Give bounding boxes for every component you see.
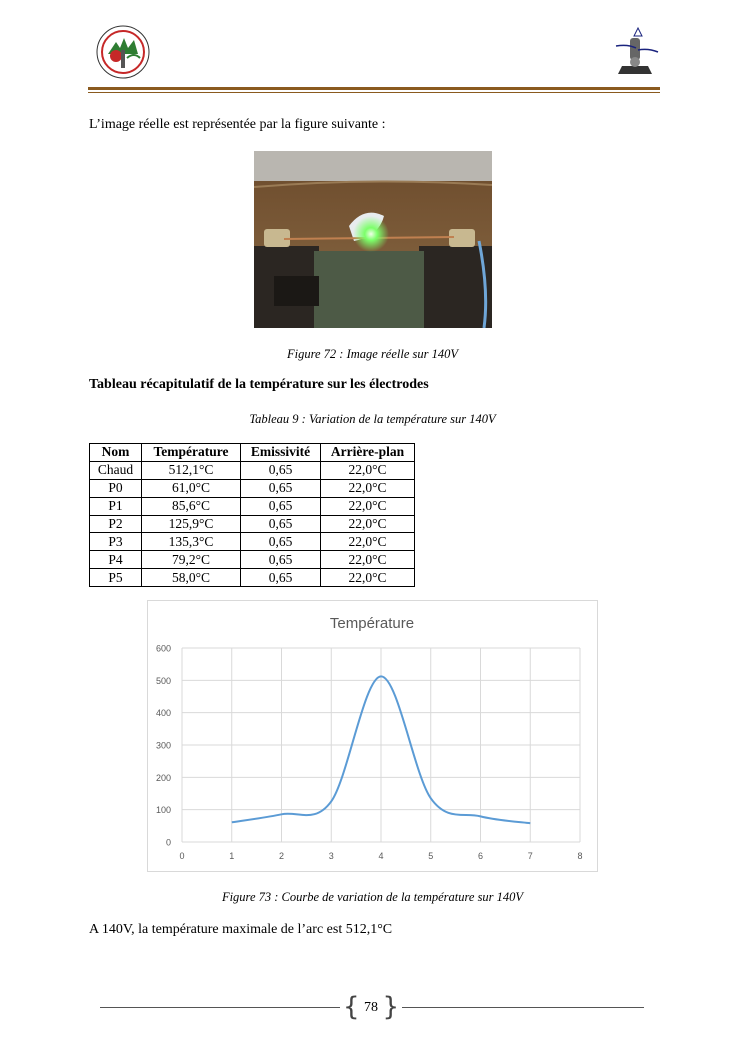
x-tick-label: 2: [278, 851, 285, 861]
left-brace-icon: {: [343, 992, 360, 1022]
intro-paragraph: L’image réelle est représentée par la figure suivante :: [89, 117, 386, 132]
table-cell: 22,0°C: [321, 479, 415, 497]
y-tick-label: 500: [155, 675, 171, 686]
temperature-table: [89, 443, 415, 587]
x-tick-label: 5: [428, 851, 434, 861]
page-number-text: 78: [364, 1000, 378, 1015]
table-cell: P5: [90, 569, 142, 587]
footer-rule-right: [402, 1007, 644, 1008]
table-cell: P2: [90, 515, 142, 533]
table-cell: P0: [90, 479, 142, 497]
header-rule: [88, 87, 660, 90]
table-row: [90, 569, 415, 587]
table-cell: 79,2°C: [142, 551, 241, 569]
table-row: [90, 551, 415, 569]
table-cell: 0,65: [241, 533, 321, 551]
table-cell: Chaud: [90, 461, 142, 479]
column-header: Température: [142, 444, 241, 462]
y-tick-label: 0: [165, 837, 171, 848]
table-row: [90, 461, 415, 479]
table-cell: 0,65: [241, 569, 321, 587]
table-cell: 0,65: [241, 479, 321, 497]
table-cell: 58,0°C: [142, 569, 241, 587]
table-header-row: [90, 444, 415, 462]
x-tick-label: 3: [328, 851, 334, 861]
table-cell: 0,65: [241, 515, 321, 533]
engineering-lab-logo-icon: [608, 26, 660, 80]
table-cell: P4: [90, 551, 142, 569]
table-cell: 22,0°C: [321, 497, 415, 515]
table-row: [90, 497, 415, 515]
temperature-chart: [147, 600, 598, 872]
column-header: Emissivité: [241, 444, 321, 462]
y-tick-label: 600: [155, 643, 171, 654]
y-tick-label: 300: [155, 740, 171, 751]
x-tick-label: 0: [179, 851, 185, 861]
page-number: [343, 992, 399, 1022]
footer-rule-left: [100, 1007, 340, 1008]
right-brace-icon: }: [382, 992, 399, 1022]
university-logo-icon: [94, 24, 152, 80]
table-row: [90, 533, 415, 551]
table-cell: 0,65: [241, 497, 321, 515]
table-cell: 22,0°C: [321, 515, 415, 533]
table-cell: 61,0°C: [142, 479, 241, 497]
table-row: [90, 479, 415, 497]
y-tick-label: 100: [155, 805, 171, 816]
page-header: [88, 22, 660, 94]
table-cell: 22,0°C: [321, 569, 415, 587]
header-rule-thin: [88, 92, 660, 93]
table-cell: 85,6°C: [142, 497, 241, 515]
table-cell: 0,65: [241, 461, 321, 479]
table-cell: 125,9°C: [142, 515, 241, 533]
table-cell: 135,3°C: [142, 533, 241, 551]
column-header: Nom: [90, 444, 142, 462]
table-cell: 22,0°C: [321, 533, 415, 551]
table-row: [90, 515, 415, 533]
table-cell: 512,1°C: [142, 461, 241, 479]
real-image-photo: [254, 151, 492, 328]
table-cell: 0,65: [241, 551, 321, 569]
x-tick-label: 4: [378, 851, 384, 861]
chart-title: Température: [329, 615, 415, 632]
table-cell: P3: [90, 533, 142, 551]
table-cell: 22,0°C: [321, 461, 415, 479]
x-tick-label: 8: [577, 851, 583, 861]
x-tick-label: 7: [527, 851, 533, 861]
x-tick-label: 6: [477, 851, 484, 861]
figure-72-caption: Figure 72 : Image réelle sur 140V: [286, 347, 459, 361]
table-cell: 22,0°C: [321, 551, 415, 569]
y-tick-label: 200: [155, 772, 171, 783]
table-cell: P1: [90, 497, 142, 515]
table-9-caption: Tableau 9 : Variation de la température sur 140V: [249, 412, 496, 426]
x-tick-label: 1: [229, 851, 235, 861]
conclusion-paragraph: A 140V, la température maximale de l’arc est 512,1°C: [89, 922, 393, 937]
figure-73-caption: Figure 73 : Courbe de variation de la température sur 140V: [221, 890, 524, 904]
column-header: Arrière-plan: [321, 444, 415, 462]
y-tick-label: 400: [155, 708, 171, 719]
table-heading: Tableau récapitulatif de la température sur les électrodes: [89, 377, 429, 392]
